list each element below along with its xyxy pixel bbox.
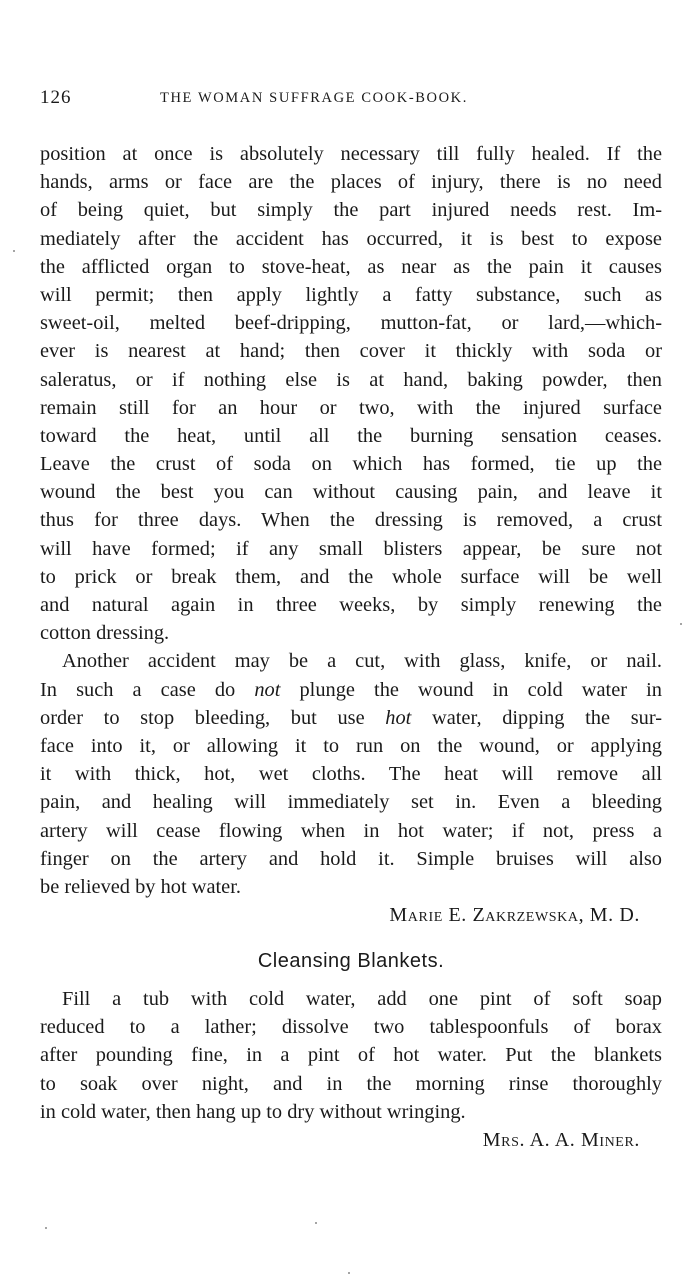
page-header [40,87,660,111]
text-line: reduced to a lather; dissolve two tablespoonfuls of borax [40,1016,662,1039]
emphasis-text: hot [385,706,412,729]
text-line: will have formed; if any small blisters appear, be sure not [40,537,662,560]
text-line: saleratus, or if nothing else is at hand, baking powder, then [40,368,662,391]
text-line: be relieved by hot water. [40,875,241,898]
author-signature: Mrs. A. A. Miner. [482,1129,640,1151]
text-line: sweet-oil, melted beef-dripping, mutton-fat, or lard,—which- [40,312,662,335]
text-line: it with thick, hot, wet cloths. The heat will remove all [40,763,662,786]
text-line: position at once is absolutely necessary till fully healed. If the [40,143,662,165]
page-body [40,140,662,1154]
text-line: Another accident may be a cut, with glass, knife, or nail. [62,650,662,673]
text-line [40,704,662,732]
text-line: to prick or break them, and the whole surface will be well [40,565,662,588]
text-line: face into it, or allowing it to run on the wound, or applying [40,734,662,757]
text-span: order to stop bleeding, but use [40,706,386,729]
text-line: ever is nearest at hand; then cover it thickly with soda or [40,340,662,363]
paragraph-burns [40,140,662,647]
scan-speck [45,1227,47,1229]
text-line: toward the heat, until all the burning sensation ceases. [40,424,662,447]
text-line: of being quiet, but simply the part injured needs rest. Im- [40,199,662,222]
text-line: mediately after the accident has occurred, it is best to expose [40,227,662,250]
text-line: Fill a tub with cold water, add one pint of soft soap [62,988,662,1011]
scan-speck [13,250,15,252]
paragraph-cuts [40,647,662,929]
text-line: finger on the artery and hold it. Simple bruises will also [40,847,662,870]
scan-speck [348,1272,350,1274]
author-signature: Marie E. Zakrzewska, M. D. [389,904,640,927]
text-line: the afflicted organ to stove-heat, as near as the pain it causes [40,255,662,278]
text-line [40,676,662,704]
text-line: cotton dressing. [40,622,170,645]
text-line: in cold water, then hang up to dry without wringing. [40,1100,466,1123]
running-title: THE WOMAN SUFFRAGE COOK-BOOK. [160,90,468,106]
recipe-text [40,985,662,1126]
text-line: remain still for an hour or two, with the injured surface [40,396,662,419]
paragraph-cuts-rest [40,732,662,901]
text-line: wound the best you can without causing pain, and leave it [40,481,662,504]
text-line: to soak over night, and in the morning rinse thoroughly [40,1072,662,1095]
paragraph-blankets [40,985,662,1154]
text-line: artery will cease flowing when in hot water; if not, press a [40,819,662,842]
emphasis-text: not [254,678,281,701]
text-line: hands, arms or face are the places of injury, there is no need [40,171,662,194]
text-span: plunge the wound in cold water in [280,678,662,701]
text-line: thus for three days. When the dressing is removed, a crust [40,509,662,532]
recipe-title: Cleansing Blankets. [257,950,445,973]
text-line: will permit; then apply lightly a fatty substance, such as [40,283,662,306]
page-number: 126 [40,87,72,108]
text-line: Leave the crust of soda on which has formed, tie up the [40,453,662,476]
scan-speck [315,1222,317,1224]
text-span: In such a case do [40,678,255,701]
scan-speck [680,623,682,625]
text-span: water, dipping the sur- [411,706,662,729]
text-line: pain, and healing will immediately set in. Even a bleeding [40,791,662,814]
text-line: and natural again in three weeks, by simply renewing the [40,594,662,616]
text-line: after pounding fine, in a pint of hot water. Put the blankets [40,1044,662,1067]
